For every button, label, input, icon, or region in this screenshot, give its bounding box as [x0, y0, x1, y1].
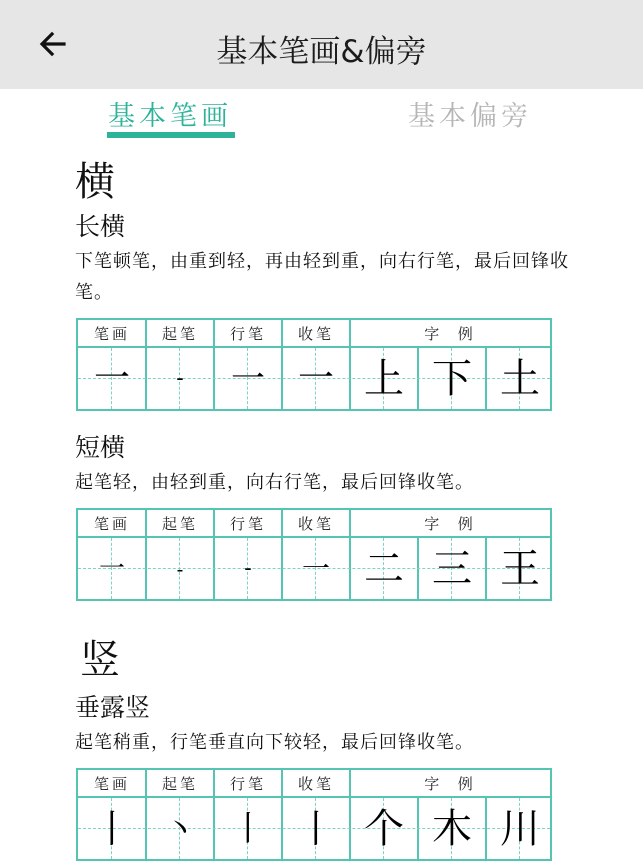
- stroke-glyph: -: [176, 366, 184, 391]
- stroke-glyph: 丨: [296, 807, 335, 851]
- example-character[interactable]: 二: [364, 546, 404, 592]
- table-header-stroke: 笔画: [93, 515, 130, 533]
- stroke-description: 起笔稍重，行笔垂直向下较轻，最后回锋收笔。: [75, 732, 474, 753]
- example-character[interactable]: 下: [432, 356, 472, 402]
- section-title: 横: [75, 159, 115, 205]
- table-header-move: 行笔: [229, 325, 266, 343]
- tab-basic-strokes[interactable]: 基本笔画: [108, 101, 232, 132]
- stroke-glyph: -: [176, 557, 184, 581]
- table-header-examples: 字 例: [424, 515, 476, 533]
- stroke-glyph: 一: [231, 359, 265, 399]
- table-header-examples: 字 例: [424, 775, 476, 793]
- table-header-start: 起笔: [161, 325, 198, 343]
- stroke-name: 短横: [75, 433, 126, 462]
- stroke-glyph: 丨: [92, 807, 131, 851]
- example-character[interactable]: 个: [364, 806, 404, 852]
- stroke-glyph: 一: [297, 358, 334, 399]
- table-header-stroke: 笔画: [93, 325, 130, 343]
- stroke-description: 下笔顿笔，由重到轻，再由轻到重，向右行笔，最后回锋收笔。: [75, 251, 569, 303]
- stroke-name: 长横: [75, 212, 126, 241]
- table-header-end: 收笔: [297, 325, 334, 343]
- table-header-move: 行笔: [229, 515, 266, 533]
- stroke-glyph: 丨: [231, 809, 265, 849]
- example-character[interactable]: 三: [432, 546, 472, 592]
- stroke-practice-table: [76, 508, 552, 601]
- table-header-move: 行笔: [229, 775, 266, 793]
- table-header-end: 收笔: [297, 515, 334, 533]
- stroke-practice-table: [76, 318, 552, 411]
- table-header-stroke: 笔画: [93, 775, 130, 793]
- example-character[interactable]: 土: [500, 356, 540, 402]
- table-header-examples: 字 例: [424, 325, 476, 343]
- tab-basic-radicals[interactable]: 基本偏旁: [408, 101, 532, 132]
- stroke-glyph: -: [244, 556, 252, 581]
- stroke-description: 起笔轻，由轻到重，向右行笔，最后回锋收笔。: [75, 472, 474, 493]
- table-header-end: 收笔: [297, 775, 334, 793]
- active-tab-indicator: [107, 132, 235, 138]
- stroke-practice-table: [76, 768, 552, 861]
- top-app-bar: [0, 0, 643, 89]
- stroke-glyph: 丶: [163, 810, 196, 848]
- stroke-name: 垂露竖: [75, 693, 151, 722]
- table-header-start: 起笔: [161, 515, 198, 533]
- example-character[interactable]: 川: [500, 806, 540, 852]
- example-character[interactable]: 王: [500, 546, 540, 592]
- stroke-glyph: 一: [301, 552, 330, 585]
- stroke-glyph: 一: [93, 358, 130, 399]
- table-header-start: 起笔: [161, 775, 198, 793]
- page-title: 基本笔画&偏旁: [216, 34, 427, 70]
- example-character[interactable]: 木: [432, 806, 472, 852]
- example-character[interactable]: 上: [364, 356, 404, 402]
- section-title: 竖: [80, 637, 120, 683]
- stroke-glyph: 一: [98, 554, 125, 584]
